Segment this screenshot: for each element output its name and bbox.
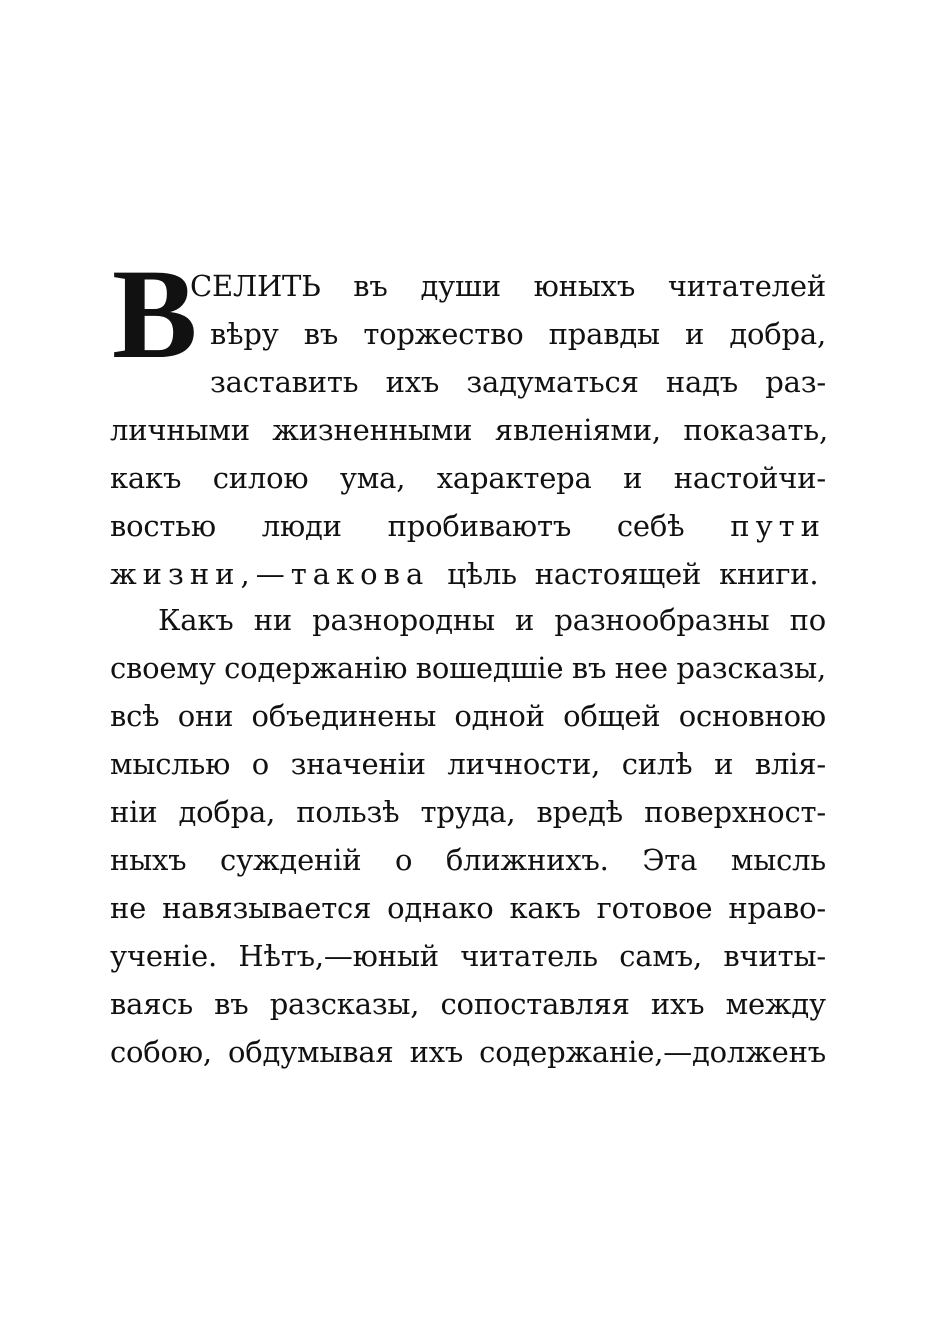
paragraph-1-line: [190, 266, 826, 306]
word: настойчи-: [673, 461, 826, 495]
word: добра,: [729, 317, 826, 351]
word: объединены: [251, 699, 437, 733]
word: сопоставляя: [440, 987, 630, 1021]
word: въ: [571, 651, 607, 685]
word: личными: [110, 413, 250, 447]
word: востью: [110, 509, 216, 543]
paragraph-2-line: [110, 1032, 826, 1072]
word: въ: [353, 269, 388, 303]
word: явленіями,: [494, 413, 661, 447]
paragraph-1-line: [210, 314, 826, 354]
word: заставить: [210, 365, 359, 399]
paragraph-2-line: [110, 840, 826, 880]
paragraph-1-line: [110, 506, 826, 546]
word: значеніи: [290, 747, 426, 781]
word: навязывается: [162, 891, 372, 925]
word: они: [177, 699, 234, 733]
word: содержанію: [224, 651, 408, 685]
word: ученіе.: [110, 939, 217, 973]
word: добра,: [178, 795, 276, 829]
word: личности,: [447, 747, 601, 781]
word: одной: [454, 699, 545, 733]
word: и: [714, 747, 734, 781]
word: однако: [387, 891, 494, 925]
word: ближнихъ.: [445, 843, 609, 877]
word: силѣ: [621, 747, 693, 781]
word: между: [725, 987, 826, 1021]
word: въ: [303, 317, 339, 351]
word: и: [515, 603, 535, 637]
word: въ: [214, 987, 249, 1021]
word: по: [789, 603, 826, 637]
word: вѣру: [210, 317, 279, 351]
paragraph-2-line: [158, 600, 826, 640]
word: силою: [212, 461, 309, 495]
word: о: [395, 843, 413, 877]
word: какъ: [509, 891, 581, 925]
word: настоящей: [534, 557, 702, 591]
word: раз-: [765, 365, 826, 399]
word: СЕЛИТЬ: [190, 269, 321, 303]
word: читателей: [667, 269, 826, 303]
word: задуматься: [466, 365, 639, 399]
word: влія-: [754, 747, 826, 781]
word: пути: [730, 509, 826, 543]
word: вредѣ: [536, 795, 623, 829]
paragraph-1-line: [210, 362, 826, 402]
word: и: [685, 317, 705, 351]
word: правды: [548, 317, 660, 351]
word: вчиты-: [723, 939, 826, 973]
word: нее: [614, 651, 668, 685]
paragraph-1-line: [110, 554, 819, 594]
paragraph-2-line: [110, 648, 826, 688]
word: разнородны: [312, 603, 495, 637]
word: вошедшіе: [415, 651, 564, 685]
word: о: [251, 747, 270, 781]
word: ваясь: [110, 987, 193, 1021]
word: характера: [436, 461, 592, 495]
word: своему: [110, 651, 216, 685]
word: мыслью: [110, 747, 231, 781]
paragraph-1-line: [110, 458, 826, 498]
word: книги.: [719, 557, 819, 591]
paragraph-2-line: [110, 984, 826, 1024]
word: торжество: [363, 317, 524, 351]
word: всѣ: [110, 699, 160, 733]
word: показать,: [683, 413, 828, 447]
word: ни: [253, 603, 292, 637]
paragraph-2-line: [110, 936, 826, 976]
word: жизненными: [272, 413, 473, 447]
paragraph-2-line: [110, 888, 826, 928]
paragraph-2-line: [110, 792, 826, 832]
word: юныхъ: [533, 269, 636, 303]
word: основною: [678, 699, 826, 733]
word: мысль: [730, 843, 826, 877]
word: разсказы,: [269, 987, 420, 1021]
word: Нѣтъ,—юный: [238, 939, 439, 973]
word: ныхъ: [110, 843, 187, 877]
word: люди: [261, 509, 342, 543]
word: не: [110, 891, 147, 925]
word: общей: [563, 699, 661, 733]
word: ума,: [339, 461, 406, 495]
word: и: [623, 461, 643, 495]
word: разсказы,: [676, 651, 826, 685]
word: пользѣ: [296, 795, 400, 829]
word: сужденій: [220, 843, 362, 877]
word: содержаніе,—долженъ: [479, 1035, 826, 1069]
word: Какъ: [158, 603, 234, 637]
word: ихъ: [650, 987, 705, 1021]
paragraph-2-line: [110, 696, 826, 736]
word: обдумывая: [227, 1035, 394, 1069]
word: цѣль: [447, 557, 517, 591]
paragraph-2-line: [110, 744, 826, 784]
word: жизни,—такова: [110, 557, 430, 591]
word: читатель: [460, 939, 598, 973]
drop-cap: В: [112, 243, 198, 385]
word: души: [420, 269, 501, 303]
paragraph-1-line: [110, 410, 828, 450]
word: поверхност-: [644, 795, 826, 829]
word: нраво-: [728, 891, 826, 925]
word: Эта: [642, 843, 698, 877]
word: пробиваютъ: [387, 509, 572, 543]
word: ніи: [110, 795, 158, 829]
word: самъ,: [619, 939, 703, 973]
word: собою,: [110, 1035, 212, 1069]
word: ихъ: [409, 1035, 464, 1069]
word: труда,: [420, 795, 516, 829]
word: разнообразны: [554, 603, 770, 637]
word: готовое: [596, 891, 713, 925]
word: себѣ: [616, 509, 685, 543]
word: какъ: [110, 461, 182, 495]
word: ихъ: [385, 365, 440, 399]
word: надъ: [665, 365, 739, 399]
